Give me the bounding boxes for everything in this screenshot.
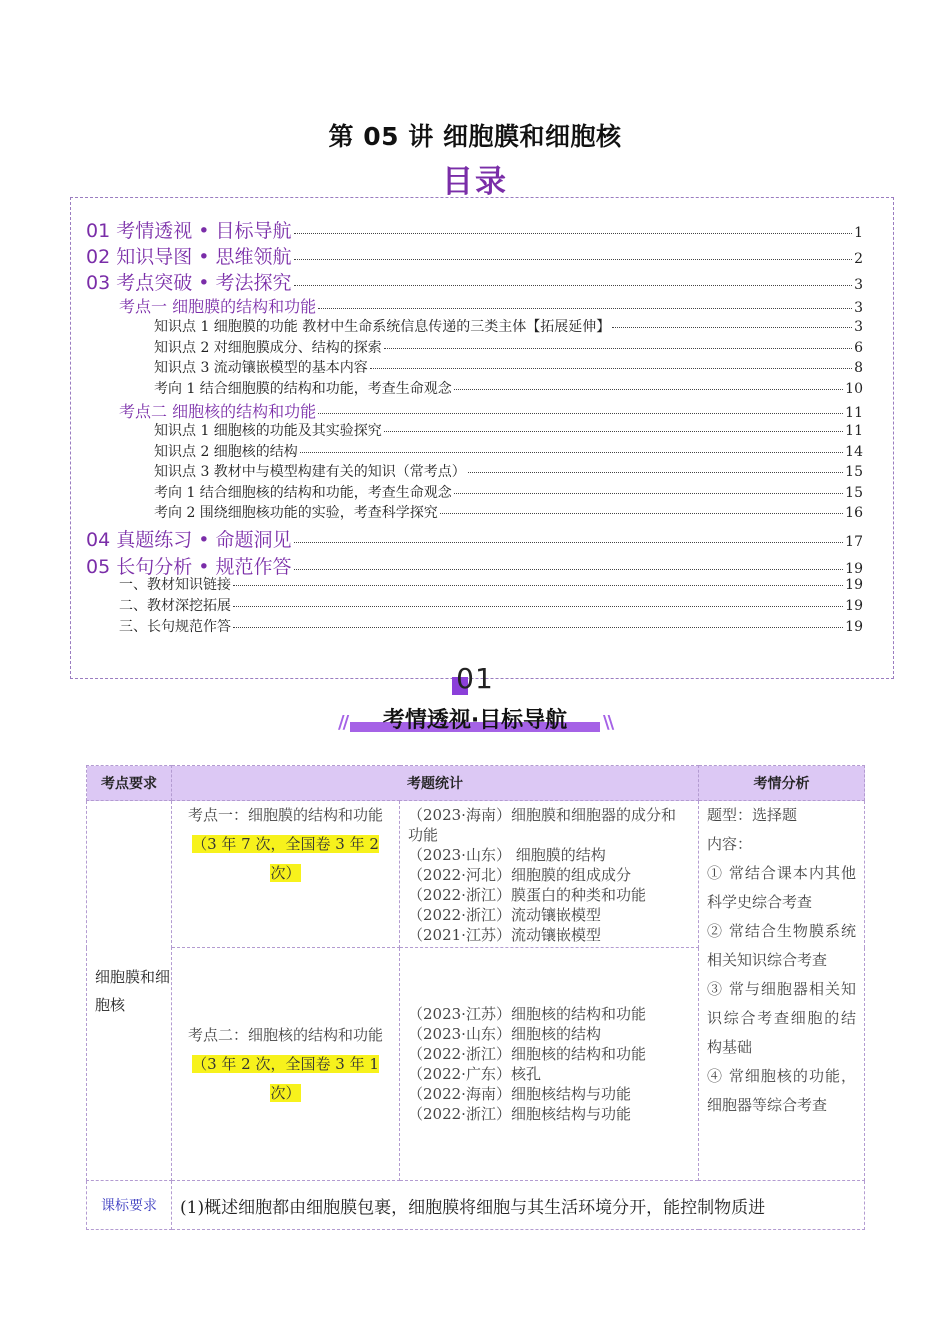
toc-entry-page: 19 xyxy=(845,577,863,593)
subject-cell xyxy=(87,801,172,1181)
toc-entry[interactable] xyxy=(71,316,893,336)
analysis-cell xyxy=(699,801,865,1181)
toc-heading: 目录 xyxy=(442,164,508,200)
toc-leader-dots xyxy=(294,569,844,570)
toc-entry-label: 考向 2 围绕细胞核功能的实验，考查科学探究 xyxy=(154,505,438,521)
stat-item: （2022·海南）细胞核结构与功能 xyxy=(408,1085,631,1103)
toc-entry-label: 03 考点突破 • 考法探究 xyxy=(86,272,292,294)
toc-entry-label: 知识点 3 教材中与模型构建有关的知识（常考点） xyxy=(154,464,466,480)
toc-entry-page: 8 xyxy=(854,360,863,376)
toc-entry-label: 05 长句分析 • 规范作答 xyxy=(86,556,292,578)
toc-entry-label: 知识点 2 细胞核的结构 xyxy=(154,444,298,460)
toc-entry[interactable] xyxy=(71,216,893,243)
toc-leader-dots xyxy=(318,308,852,309)
toc-entry[interactable] xyxy=(71,242,893,269)
stats-cell xyxy=(400,948,699,1181)
point-frequency: （3 年 2 次，全国卷 3 年 1 次） xyxy=(192,1054,379,1102)
toc-entry[interactable] xyxy=(71,268,893,295)
section-title-right-decoration: \\ xyxy=(603,712,613,733)
stat-item: （2023·海南）细胞膜和细胞器的成分和功能 xyxy=(408,806,676,844)
analysis-item: 题型：选择题 xyxy=(707,806,798,824)
point-name: 考点一：细胞膜的结构和功能 xyxy=(187,806,383,824)
toc-leader-dots xyxy=(300,452,843,453)
analysis-item: ③ 常与细胞器相关知识综合考查细胞的结构基础 xyxy=(707,980,856,1056)
toc-entry[interactable] xyxy=(71,337,893,357)
toc-entry[interactable] xyxy=(71,595,893,615)
toc-entry[interactable] xyxy=(71,482,893,502)
analysis-item: ④ 常细胞核的功能，细胞器等综合考查 xyxy=(707,1067,856,1114)
toc-entry-page: 19 xyxy=(845,619,863,635)
toc-entry-page: 1 xyxy=(854,225,863,241)
requirement-label: 课标要求 xyxy=(87,1181,172,1230)
toc-entry-page: 11 xyxy=(845,405,863,421)
toc-leader-dots xyxy=(454,389,843,390)
document-title: 第 05 讲 细胞膜和细胞核 xyxy=(328,122,622,151)
stat-item: （2023·江苏）细胞核的结构和功能 xyxy=(408,1005,646,1023)
toc-leader-dots xyxy=(440,513,843,514)
stat-item: （2022·广东）核孔 xyxy=(408,1065,541,1083)
stat-item: （2021·江苏）流动镶嵌模型 xyxy=(408,926,601,944)
toc-entry-label: 一、教材知识链接 xyxy=(119,577,231,593)
header-statistics: 考题统计 xyxy=(172,766,699,801)
toc-leader-dots xyxy=(233,606,843,607)
toc-leader-dots xyxy=(370,368,852,369)
table-row xyxy=(87,801,865,948)
toc-leader-dots xyxy=(233,627,843,628)
toc-entry[interactable] xyxy=(71,616,893,636)
stat-item: （2022·浙江）膜蛋白的种类和功能 xyxy=(408,886,646,904)
toc-leader-dots xyxy=(294,285,853,286)
section-title-left-decoration: // xyxy=(338,712,348,733)
toc-entry[interactable] xyxy=(71,441,893,461)
analysis-item: 内容： xyxy=(707,835,753,853)
toc-entry-page: 15 xyxy=(845,485,863,501)
header-requirement: 考点要求 xyxy=(87,766,172,801)
toc-entry-page: 11 xyxy=(845,423,863,439)
toc-leader-dots xyxy=(612,327,852,328)
requirement-text: (1)概述细胞都由细胞膜包裹，细胞膜将细胞与其生活环境分开，能控制物质进 xyxy=(172,1181,865,1230)
toc-leader-dots xyxy=(468,472,843,473)
exam-analysis-table xyxy=(86,765,865,1230)
stat-item: （2022·浙江）流动镶嵌模型 xyxy=(408,906,601,924)
stat-item: （2022·浙江）细胞核结构与功能 xyxy=(408,1105,631,1123)
toc-entry-page: 15 xyxy=(845,464,863,480)
toc-entry-label: 01 考情透视 • 目标导航 xyxy=(86,220,292,242)
toc-entry-label: 考点一 细胞膜的结构和功能 xyxy=(119,297,317,316)
toc-entry-label: 二、教材深挖拓展 xyxy=(119,598,231,614)
toc-leader-dots xyxy=(294,233,853,234)
table-row xyxy=(87,1181,865,1230)
header-analysis: 考情分析 xyxy=(699,766,865,801)
toc-entry-label: 知识点 1 细胞膜的功能 教材中生命系统信息传递的三类主体【拓展延伸】 xyxy=(154,319,611,335)
point-cell xyxy=(172,801,400,948)
toc-entry-page: 6 xyxy=(854,340,863,356)
stat-item: （2022·浙江）细胞核的结构和功能 xyxy=(408,1045,646,1063)
table-of-contents xyxy=(70,197,894,679)
toc-entry[interactable] xyxy=(71,502,893,522)
toc-entry[interactable] xyxy=(71,399,893,422)
toc-entry-page: 10 xyxy=(845,381,863,397)
toc-entry-label: 考向 1 结合细胞核的结构和功能，考查生命观念 xyxy=(154,485,452,501)
stat-item: （2023·山东）细胞核的结构 xyxy=(408,1025,601,1043)
toc-leader-dots xyxy=(294,259,853,260)
toc-leader-dots xyxy=(294,542,844,543)
section-title: 考情透视·目标导航 xyxy=(382,708,568,733)
analysis-item: ② 常结合生物膜系统相关知识综合考查 xyxy=(707,922,856,969)
toc-entry-page: 14 xyxy=(845,444,863,460)
point-frequency: （3 年 7 次，全国卷 3 年 2 次） xyxy=(192,835,379,882)
toc-entry-label: 知识点 3 流动镶嵌模型的基本内容 xyxy=(154,360,368,376)
toc-entry[interactable] xyxy=(71,420,893,440)
point-name: 考点二：细胞核的结构和功能 xyxy=(187,1025,383,1044)
toc-entry[interactable] xyxy=(71,461,893,481)
toc-leader-dots xyxy=(454,493,843,494)
toc-entry-page: 3 xyxy=(854,277,863,293)
toc-entry-page: 2 xyxy=(854,251,863,267)
toc-entry-page: 17 xyxy=(845,534,863,550)
toc-entry[interactable] xyxy=(71,294,893,317)
toc-entry-page: 3 xyxy=(854,300,863,316)
toc-entry-label: 02 知识导图 • 思维领航 xyxy=(86,246,292,268)
toc-entry-label: 知识点 1 细胞核的功能及其实验探究 xyxy=(154,423,382,439)
toc-entry[interactable] xyxy=(71,378,893,398)
stat-item: （2022·河北）细胞膜的组成成分 xyxy=(408,866,631,884)
point-cell xyxy=(172,948,400,1181)
stats-cell xyxy=(400,801,699,948)
toc-entry-label: 考向 1 结合细胞膜的结构和功能，考查生命观念 xyxy=(154,381,452,397)
toc-entry-page: 3 xyxy=(854,319,863,335)
analysis-item: ① 常结合课本内其他科学史综合考查 xyxy=(707,864,856,911)
table-header-row xyxy=(87,766,865,801)
toc-leader-dots xyxy=(233,585,843,586)
toc-leader-dots xyxy=(384,348,852,349)
toc-entry-page: 19 xyxy=(845,598,863,614)
toc-entry[interactable] xyxy=(71,574,893,594)
toc-leader-dots xyxy=(384,431,843,432)
stat-item: （2023·山东） 细胞膜的结构 xyxy=(408,846,606,864)
toc-entry-page: 16 xyxy=(845,505,863,521)
subject-text: 细胞膜和细胞核 xyxy=(95,967,171,1014)
toc-entry-label: 知识点 2 对细胞膜成分、结构的探索 xyxy=(154,340,382,356)
toc-entry-page: 19 xyxy=(845,561,863,577)
toc-entry-label: 三、长句规范作答 xyxy=(119,619,231,635)
toc-entry[interactable] xyxy=(71,357,893,377)
toc-entry-label: 04 真题练习 • 命题洞见 xyxy=(86,529,292,551)
toc-leader-dots xyxy=(318,413,843,414)
section-number: 01 xyxy=(456,662,494,695)
toc-entry-label: 考点二 细胞核的结构和功能 xyxy=(119,402,317,421)
toc-entry[interactable] xyxy=(71,525,893,552)
